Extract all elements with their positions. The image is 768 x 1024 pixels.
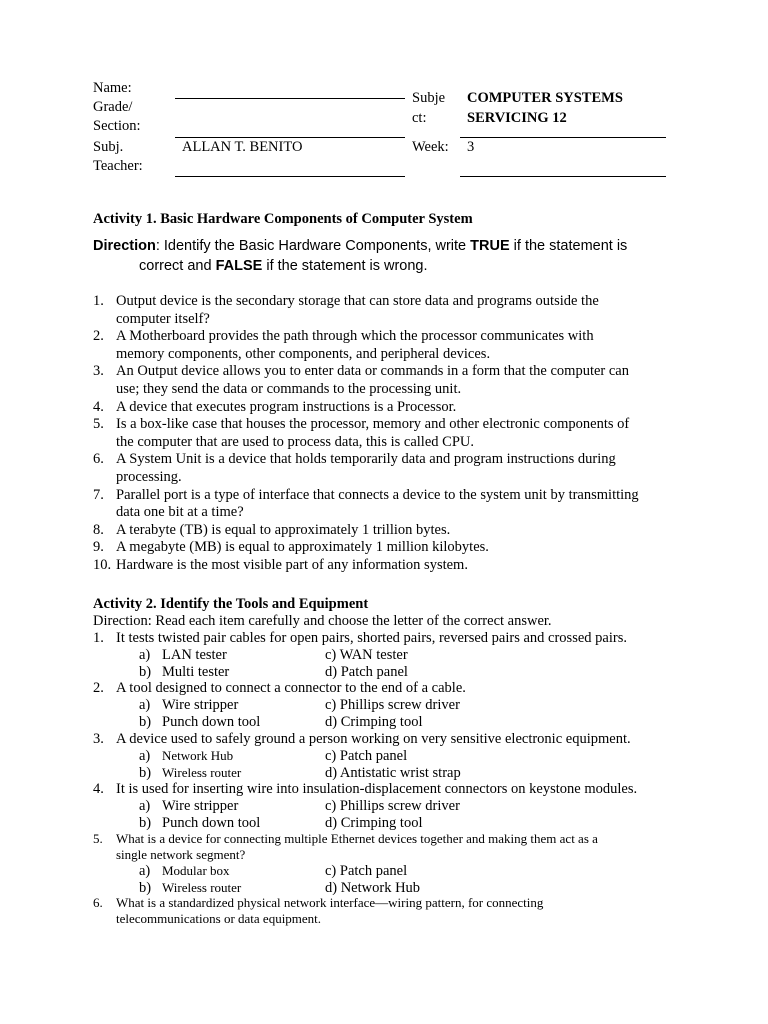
option-c: c) Patch panel	[325, 747, 408, 764]
item-text: A device that executes program instructions is a Processor.	[116, 398, 457, 415]
item-number: 8.	[93, 521, 104, 538]
activity1-direction-line2	[139, 256, 428, 276]
item-text: Is a box-like case that houses the processor, memory and other electronic components of	[116, 416, 630, 433]
name-line	[175, 98, 405, 99]
item-number: 6.	[93, 451, 104, 468]
option-d: d) Patch panel	[325, 663, 408, 680]
false-word: FALSE	[215, 258, 263, 274]
item-text: A terabyte (TB) is equal to approximately 1 trillion bytes.	[116, 521, 451, 538]
direction-text-d: if the statement is wrong.	[262, 258, 428, 274]
option-c: c) Phillips screw driver	[325, 797, 460, 814]
question-number: 5.	[93, 831, 103, 846]
teacher-value: ALLAN T. BENITO	[182, 139, 303, 155]
option-d: d) Crimping tool	[325, 814, 423, 831]
week-label: Week:	[412, 139, 449, 155]
item-text: memory components, other components, and peripheral devices.	[116, 345, 491, 362]
name-label: Name:	[93, 80, 132, 96]
option-c: c) WAN tester	[325, 646, 408, 663]
question-text: A tool designed to connect a connector to the end of a cable.	[116, 680, 466, 696]
grade-section-line	[175, 137, 405, 138]
question-text: It is used for inserting wire into insulation-displacement connectors on keystone modules.	[116, 781, 638, 797]
option-d: d) Network Hub	[325, 879, 421, 896]
item-text: use; they send the data or commands to the processing unit.	[116, 381, 462, 397]
question-number: 1.	[93, 630, 104, 646]
grade-label: Grade/	[93, 99, 133, 115]
question-text: What is a device for connecting multiple Ethernet devices together and making them act as a	[116, 831, 598, 846]
week-line	[460, 176, 666, 177]
subject-value-2: SERVICING 12	[467, 110, 567, 126]
item-text: A Motherboard provides the path through which the processor communicates with	[116, 328, 594, 345]
item-text: A System Unit is a device that holds temporarily data and program instructions during	[116, 451, 616, 468]
teacher-line	[175, 176, 405, 177]
direction-text-a: : Identify the Basic Hardware Components, write	[155, 238, 471, 254]
activity2-direction: Direction: Read each item carefully and choose the letter of the correct answer.	[93, 613, 552, 629]
question-number: 6.	[93, 895, 103, 910]
option-a: Modular box	[162, 863, 230, 878]
option-b-letter: b)	[139, 814, 152, 831]
option-a: Wire stripper	[162, 696, 239, 713]
option-b-letter: b)	[139, 764, 152, 781]
option-b-letter: b)	[139, 879, 152, 896]
direction-text-b: if the statement is	[509, 238, 628, 254]
option-a: Wire stripper	[162, 797, 239, 814]
subj-teacher-label-1: Subj.	[93, 139, 124, 155]
activity1-title: Activity 1. Basic Hardware Components of Computer System	[93, 211, 473, 227]
item-text: data one bit at a time?	[116, 504, 244, 521]
item-text: An Output device allows you to enter data or commands in a form that the computer can	[116, 363, 629, 380]
item-number: 5.	[93, 416, 104, 433]
question-number: 2.	[93, 680, 104, 696]
question-text: telecommunications or data equipment.	[116, 911, 322, 926]
question-number: 4.	[93, 781, 104, 797]
direction-label: Direction	[93, 238, 156, 254]
item-text: Output device is the secondary storage that can store data and programs outside the	[116, 293, 599, 309]
option-b-letter: b)	[139, 663, 152, 680]
option-a-letter: a)	[139, 863, 151, 879]
option-b: Punch down tool	[162, 814, 261, 831]
item-number: 1.	[93, 293, 104, 309]
subject-label-2: ct:	[412, 110, 427, 126]
item-text: computer itself?	[116, 310, 210, 327]
item-text: Hardware is the most visible part of any information system.	[116, 557, 468, 573]
option-a: Network Hub	[162, 747, 234, 763]
item-number: 10.	[93, 557, 112, 573]
question-text: single network segment?	[116, 847, 246, 862]
item-number: 7.	[93, 486, 104, 503]
option-d: d) Antistatic wrist strap	[325, 764, 461, 781]
item-text: the computer that are used to process data, this is called CPU.	[116, 433, 474, 450]
question-text: It tests twisted pair cables for open pairs, shorted pairs, reversed pairs and crossed pairs.	[116, 630, 627, 646]
activity1-direction-line1	[93, 236, 627, 256]
question-text: What is a standardized physical network interface—wiring pattern, for connecting	[116, 895, 544, 910]
activity2-title: Activity 2. Identify the Tools and Equipment	[93, 596, 369, 612]
option-c: c) Patch panel	[325, 863, 408, 879]
subject-label-1: Subje	[412, 90, 446, 106]
item-number: 9.	[93, 539, 104, 556]
week-value: 3	[467, 139, 475, 155]
option-d: d) Crimping tool	[325, 713, 423, 730]
question-number: 3.	[93, 731, 104, 747]
true-word: TRUE	[470, 238, 510, 254]
option-a-letter: a)	[139, 797, 151, 814]
subject-value-1: COMPUTER SYSTEMS	[467, 90, 623, 106]
option-a-letter: a)	[139, 646, 151, 663]
question-text: A device used to safely ground a person working on very sensitive electronic equipment.	[116, 731, 631, 747]
option-b: Wireless router	[162, 764, 242, 780]
item-number: 3.	[93, 363, 104, 380]
section-label: Section:	[93, 118, 141, 134]
option-b: Punch down tool	[162, 713, 261, 730]
option-c: c) Phillips screw driver	[325, 696, 460, 713]
option-a: LAN tester	[162, 646, 227, 663]
option-b: Multi tester	[162, 663, 230, 680]
option-a-letter: a)	[139, 747, 151, 764]
option-a-letter: a)	[139, 696, 151, 713]
item-text: processing.	[116, 469, 182, 485]
item-text: A megabyte (MB) is equal to approximately 1 million kilobytes.	[116, 539, 489, 556]
option-b-letter: b)	[139, 713, 152, 730]
direction-text-c: correct and	[139, 258, 216, 274]
item-number: 2.	[93, 328, 104, 345]
item-number: 4.	[93, 398, 104, 415]
subj-teacher-label-2: Teacher:	[93, 158, 143, 174]
item-text: Parallel port is a type of interface that connects a device to the system unit by transmitting	[116, 486, 639, 503]
subject-line	[460, 137, 666, 138]
option-b: Wireless router	[162, 879, 242, 895]
